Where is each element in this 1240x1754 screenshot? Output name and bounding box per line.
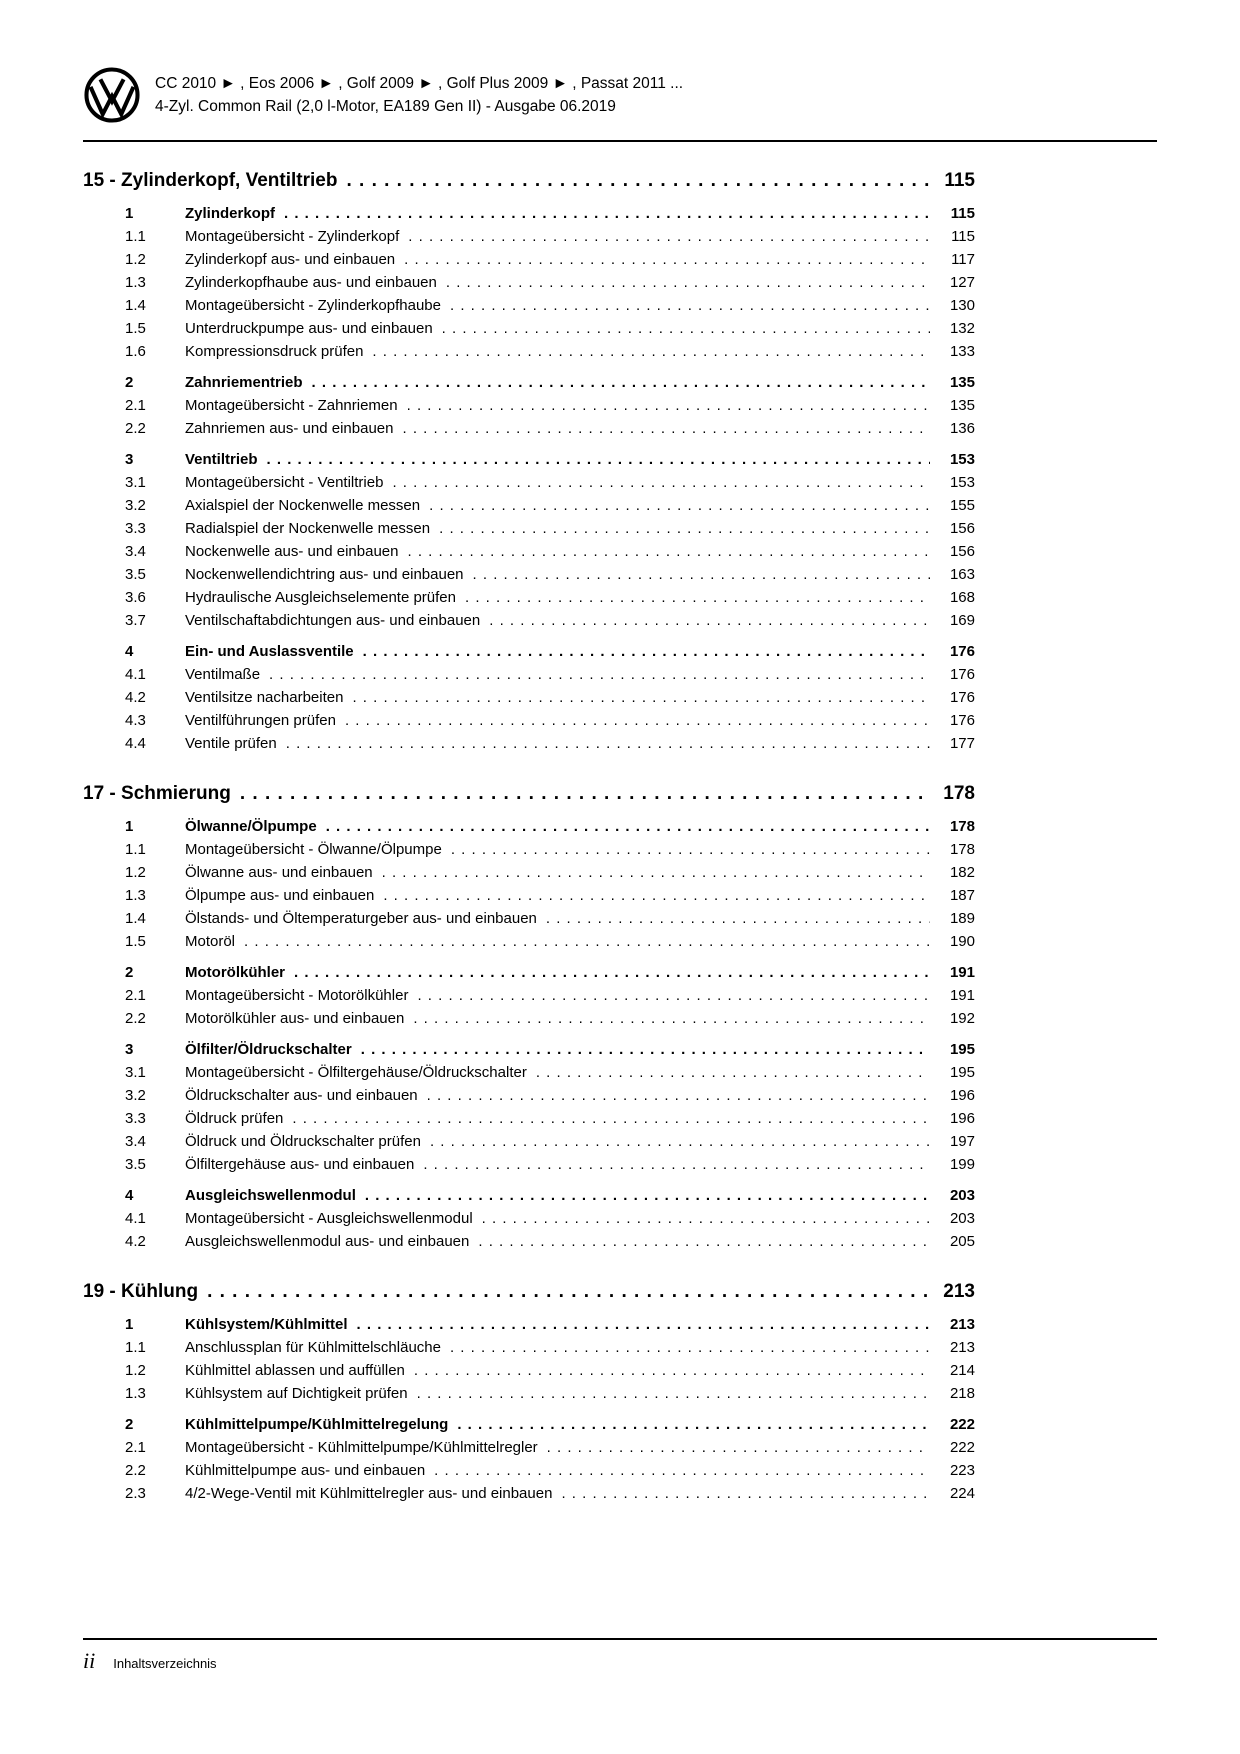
toc-entry-row <box>83 225 975 248</box>
toc-chapter-page: 178 <box>943 783 975 804</box>
toc-chapter-page: 213 <box>943 1281 975 1302</box>
dot-leader <box>207 1279 930 1305</box>
toc-entry-page: 191 <box>949 964 975 981</box>
dot-leader <box>446 271 930 294</box>
dot-leader <box>361 1038 930 1061</box>
toc-entry-page: 203 <box>949 1187 975 1204</box>
toc-entry-number: 4.1 <box>125 666 146 683</box>
toc-entry-page: 192 <box>949 1010 975 1027</box>
dot-leader <box>312 371 930 394</box>
toc-entry-number: 3.6 <box>125 589 146 606</box>
toc-entry-title: Nockenwellendichtring aus- und einbauen <box>185 566 464 583</box>
toc-entry-number: 3 <box>125 1041 134 1058</box>
toc-entry-number: 1.1 <box>125 1339 146 1356</box>
toc-entry-title: Nockenwelle aus- und einbauen <box>185 543 399 560</box>
toc-entry-page: 176 <box>949 666 975 683</box>
toc-entry-page: 178 <box>949 841 975 858</box>
toc-entry-page: 163 <box>949 566 975 583</box>
dot-leader <box>465 586 930 609</box>
toc-section-row <box>83 371 975 394</box>
toc-entry-page: 115 <box>950 205 975 222</box>
dot-leader <box>267 448 930 471</box>
toc-entry-row <box>83 1130 975 1153</box>
toc-entry-row <box>83 663 975 686</box>
toc-entry-title: Ölpumpe aus- und einbauen <box>185 887 375 904</box>
toc-entry-page: 190 <box>949 933 975 950</box>
toc-entry-page: 177 <box>949 735 975 752</box>
toc-entry-number: 3.5 <box>125 1156 146 1173</box>
dot-leader <box>407 540 930 563</box>
toc-entry-title: Ventilsitze nacharbeiten <box>185 689 344 706</box>
toc-entry-title: Motorölkühler aus- und einbauen <box>185 1010 405 1027</box>
dot-leader <box>363 640 930 663</box>
dot-leader <box>286 732 930 755</box>
toc-entry-row <box>83 586 975 609</box>
dot-leader <box>392 471 930 494</box>
toc-entry-page: 132 <box>949 320 975 337</box>
dot-leader <box>489 609 930 632</box>
toc-entry-title: Ventiltrieb <box>185 451 258 468</box>
toc-entry-title: Motoröl <box>185 933 236 950</box>
toc-entry-title: Anschlussplan für Kühlmittelschläuche <box>185 1339 441 1356</box>
toc-entry-row <box>83 317 975 340</box>
toc-entry-row <box>83 907 975 930</box>
toc-entry-title: Unterdruckpumpe aus- und einbauen <box>185 320 433 337</box>
toc-entry-title: Ventilführungen prüfen <box>185 712 336 729</box>
toc-entry-number: 4.1 <box>125 1210 146 1227</box>
toc-entry-number: 1.5 <box>125 320 146 337</box>
dot-leader <box>417 1382 930 1405</box>
dot-leader <box>429 494 930 517</box>
toc-entry-page: 176 <box>949 643 975 660</box>
toc-entry-row <box>83 1107 975 1130</box>
dot-leader <box>407 394 930 417</box>
toc-entry-number: 2 <box>125 374 134 391</box>
toc-entry-row <box>83 540 975 563</box>
dot-leader <box>346 168 930 194</box>
toc-entry-number: 1 <box>125 818 134 835</box>
toc-entry-page: 196 <box>949 1087 975 1104</box>
toc-entry-title: Kühlmittelpumpe/Kühlmittelregelung <box>185 1416 449 1433</box>
dot-leader <box>536 1061 930 1084</box>
toc-entry-title: Motorölkühler <box>185 964 285 981</box>
toc-entry-page: 223 <box>949 1462 975 1479</box>
toc-entry-number: 4.2 <box>125 689 146 706</box>
toc-entry-title: Ventile prüfen <box>185 735 277 752</box>
toc-entry-number: 1.4 <box>125 297 146 314</box>
toc-section-row <box>83 961 975 984</box>
toc-section-row <box>83 1184 975 1207</box>
toc-entry-page: 224 <box>949 1485 975 1502</box>
toc-entry-page: 213 <box>949 1339 975 1356</box>
dot-leader <box>561 1482 930 1505</box>
toc-entry-row <box>83 494 975 517</box>
toc-entry-row <box>83 1007 975 1030</box>
toc-entry-title: Montageübersicht - Zylinderkopfhaube <box>185 297 441 314</box>
toc-chapter-title: 19 - Kühlung <box>83 1281 199 1302</box>
header-text <box>155 72 683 118</box>
toc-entry-row <box>83 984 975 1007</box>
toc-entry-row <box>83 1230 975 1253</box>
dot-leader <box>427 1084 930 1107</box>
toc-section-row <box>83 1313 975 1336</box>
toc-entry-title: Montageübersicht - Zahnriemen <box>185 397 398 414</box>
toc-entry-page: 195 <box>949 1041 975 1058</box>
toc-entry-title: Ausgleichswellenmodul <box>185 1187 356 1204</box>
toc-entry-title: Kompressionsdruck prüfen <box>185 343 364 360</box>
toc-entry-number: 3.4 <box>125 543 146 560</box>
toc-entry-row <box>83 1459 975 1482</box>
toc-entry-row <box>83 1382 975 1405</box>
dot-leader <box>450 294 930 317</box>
toc-entry-title: Zahnriementrieb <box>185 374 303 391</box>
toc-chapter-row <box>83 168 975 194</box>
toc-entry-number: 1.2 <box>125 864 146 881</box>
page-footer <box>83 1648 217 1674</box>
dot-leader <box>450 1336 930 1359</box>
header-divider <box>83 140 1157 142</box>
toc-entry-number: 2.3 <box>125 1485 146 1502</box>
toc-entry-page: 189 <box>949 910 975 927</box>
toc-entry-number: 4.4 <box>125 735 146 752</box>
toc-entry-number: 3.5 <box>125 566 146 583</box>
toc-entry-page: 156 <box>949 520 975 537</box>
dot-leader <box>404 248 930 271</box>
dot-leader <box>451 838 930 861</box>
dot-leader <box>240 781 930 807</box>
table-of-contents <box>83 168 975 1505</box>
toc-entry-row <box>83 609 975 632</box>
toc-entry-number: 3.2 <box>125 497 146 514</box>
toc-entry-number: 1.4 <box>125 910 146 927</box>
footer-page-number: ii <box>83 1648 96 1673</box>
toc-entry-number: 4 <box>125 1187 134 1204</box>
toc-entry-number: 2 <box>125 964 134 981</box>
toc-entry-number: 4 <box>125 643 134 660</box>
dot-leader <box>439 517 930 540</box>
toc-entry-number: 3.2 <box>125 1087 146 1104</box>
toc-entry-title: Ventilschaftabdichtungen aus- und einbauen <box>185 612 481 629</box>
toc-entry-page: 203 <box>949 1210 975 1227</box>
toc-entry-title: Zylinderkopf <box>185 205 276 222</box>
toc-entry-page: 135 <box>949 397 975 414</box>
toc-entry-page: 214 <box>949 1362 975 1379</box>
toc-entry-page: 153 <box>949 451 975 468</box>
toc-entry-row <box>83 394 975 417</box>
toc-entry-number: 1.5 <box>125 933 146 950</box>
dot-leader <box>345 709 930 732</box>
dot-leader <box>417 984 930 1007</box>
toc-entry-row <box>83 563 975 586</box>
toc-entry-number: 1.2 <box>125 1362 146 1379</box>
dot-leader <box>294 961 930 984</box>
dot-leader <box>414 1359 930 1382</box>
toc-chapter-title: 17 - Schmierung <box>83 783 231 804</box>
dot-leader <box>434 1459 930 1482</box>
toc-entry-row <box>83 340 975 363</box>
dot-leader <box>457 1413 930 1436</box>
toc-entry-title: Hydraulische Ausgleichselemente prüfen <box>185 589 456 606</box>
toc-entry-page: 176 <box>949 689 975 706</box>
toc-section-row <box>83 448 975 471</box>
page-header <box>83 66 1157 124</box>
toc-entry-number: 3.3 <box>125 520 146 537</box>
toc-entry-title: Kühlsystem auf Dichtigkeit prüfen <box>185 1385 408 1402</box>
toc-entry-number: 3 <box>125 451 134 468</box>
toc-entry-title: Ölwanne/Ölpumpe <box>185 818 317 835</box>
footer-label: Inhaltsverzeichnis <box>113 1656 217 1671</box>
toc-entry-title: Ölstands- und Öltemperaturgeber aus- und einbauen <box>185 910 537 927</box>
toc-entry-number: 1 <box>125 1316 134 1333</box>
toc-entry-number: 4.3 <box>125 712 146 729</box>
toc-entry-page: 195 <box>949 1064 975 1081</box>
toc-entry-page: 133 <box>949 343 975 360</box>
toc-entry-number: 1 <box>125 205 134 222</box>
dot-leader <box>413 1007 930 1030</box>
toc-entry-number: 2.1 <box>125 397 146 414</box>
toc-entry-row <box>83 838 975 861</box>
dot-leader <box>382 861 930 884</box>
toc-entry-page: 130 <box>949 297 975 314</box>
toc-chapter-row <box>83 1279 975 1305</box>
toc-entry-row <box>83 1061 975 1084</box>
toc-section-row <box>83 1413 975 1436</box>
toc-entry-title: Montageübersicht - Ventiltrieb <box>185 474 384 491</box>
toc-entry-number: 1.3 <box>125 887 146 904</box>
toc-entry-row <box>83 294 975 317</box>
toc-entry-title: Zylinderkopf aus- und einbauen <box>185 251 396 268</box>
toc-entry-page: 199 <box>949 1156 975 1173</box>
dot-leader <box>292 1107 930 1130</box>
toc-entry-page: 135 <box>949 374 975 391</box>
toc-entry-title: Montageübersicht - Ausgleichswellenmodul <box>185 1210 473 1227</box>
toc-entry-page: 205 <box>949 1233 975 1250</box>
dot-leader <box>269 663 930 686</box>
toc-entry-row <box>83 930 975 953</box>
toc-entry-page: 155 <box>949 497 975 514</box>
toc-entry-number: 1.3 <box>125 274 146 291</box>
toc-entry-title: Ölwanne aus- und einbauen <box>185 864 373 881</box>
dot-leader <box>442 317 930 340</box>
toc-entry-row <box>83 686 975 709</box>
dot-leader <box>357 1313 930 1336</box>
toc-entry-number: 2.1 <box>125 987 146 1004</box>
toc-chapter-page: 115 <box>944 170 975 191</box>
toc-entry-row <box>83 1336 975 1359</box>
dot-leader <box>365 1184 930 1207</box>
toc-entry-title: Ein- und Auslassventile <box>185 643 354 660</box>
toc-entry-title: Öldruck und Öldruckschalter prüfen <box>185 1133 421 1150</box>
toc-entry-title: Zahnriemen aus- und einbauen <box>185 420 394 437</box>
toc-entry-row <box>83 1359 975 1382</box>
toc-entry-title: Kühlmittelpumpe aus- und einbauen <box>185 1462 426 1479</box>
dot-leader <box>423 1153 930 1176</box>
header-subtitle-line: 4-Zyl. Common Rail (2,0 l-Motor, EA189 Gen II) - Ausgabe 06.2019 <box>155 98 616 115</box>
toc-entry-page: 196 <box>949 1110 975 1127</box>
toc-entry-number: 1.6 <box>125 343 146 360</box>
dot-leader <box>478 1230 930 1253</box>
toc-entry-page: 218 <box>949 1385 975 1402</box>
toc-entry-number: 2.2 <box>125 1462 146 1479</box>
toc-entry-number: 1.3 <box>125 1385 146 1402</box>
toc-entry-row <box>83 1482 975 1505</box>
toc-entry-page: 178 <box>949 818 975 835</box>
toc-entry-page: 156 <box>949 543 975 560</box>
toc-entry-page: 197 <box>949 1133 975 1150</box>
toc-entry-row <box>83 471 975 494</box>
toc-entry-title: Öldruck prüfen <box>185 1110 284 1127</box>
toc-entry-title: Ventilmaße <box>185 666 261 683</box>
toc-entry-page: 115 <box>951 228 975 245</box>
toc-entry-page: 153 <box>949 474 975 491</box>
vw-logo <box>83 66 141 124</box>
toc-entry-number: 3.7 <box>125 612 146 629</box>
toc-entry-number: 1.1 <box>125 228 146 245</box>
toc-entry-title: Montageübersicht - Motorölkühler <box>185 987 409 1004</box>
toc-entry-page: 222 <box>949 1416 975 1433</box>
dot-leader <box>408 225 930 248</box>
toc-chapter-row <box>83 781 975 807</box>
toc-entry-title: Montageübersicht - Kühlmittelpumpe/Kühlmittelregler <box>185 1439 538 1456</box>
footer-divider <box>83 1638 1157 1640</box>
toc-entry-number: 4.2 <box>125 1233 146 1250</box>
toc-entry-page: 187 <box>949 887 975 904</box>
toc-section-row <box>83 815 975 838</box>
toc-entry-page: 176 <box>949 712 975 729</box>
toc-entry-page: 169 <box>949 612 975 629</box>
toc-entry-number: 1.1 <box>125 841 146 858</box>
dot-leader <box>352 686 930 709</box>
dot-leader <box>473 563 930 586</box>
toc-entry-row <box>83 1153 975 1176</box>
toc-entry-row <box>83 861 975 884</box>
toc-entry-title: Radialspiel der Nockenwelle messen <box>185 520 431 537</box>
toc-entry-title: Ausgleichswellenmodul aus- und einbauen <box>185 1233 470 1250</box>
toc-entry-title: Axialspiel der Nockenwelle messen <box>185 497 421 514</box>
dot-leader <box>546 907 930 930</box>
toc-entry-row <box>83 709 975 732</box>
toc-entry-title: Ölfiltergehäuse aus- und einbauen <box>185 1156 415 1173</box>
toc-entry-page: 168 <box>949 589 975 606</box>
toc-entry-page: 127 <box>949 274 975 291</box>
toc-entry-row <box>83 732 975 755</box>
toc-entry-number: 2.2 <box>125 1010 146 1027</box>
toc-entry-row <box>83 1436 975 1459</box>
dot-leader <box>284 202 930 225</box>
toc-entry-number: 2.1 <box>125 1439 146 1456</box>
toc-entry-title: Montageübersicht - Ölwanne/Ölpumpe <box>185 841 442 858</box>
dot-leader <box>383 884 930 907</box>
toc-entry-page: 213 <box>949 1316 975 1333</box>
toc-entry-row <box>83 271 975 294</box>
toc-entry-number: 3.1 <box>125 474 146 491</box>
toc-entry-number: 3.4 <box>125 1133 146 1150</box>
toc-entry-title: Montageübersicht - Ölfiltergehäuse/Öldruckschalter <box>185 1064 527 1081</box>
toc-entry-title: 4/2-Wege-Ventil mit Kühlmittelregler aus- und einbauen <box>185 1485 553 1502</box>
toc-section-row <box>83 640 975 663</box>
toc-section-row <box>83 1038 975 1061</box>
toc-section-row <box>83 202 975 225</box>
dot-leader <box>430 1130 930 1153</box>
toc-entry-number: 2 <box>125 1416 134 1433</box>
toc-entry-title: Kühlmittel ablassen und auffüllen <box>185 1362 405 1379</box>
toc-entry-row <box>83 417 975 440</box>
dot-leader <box>244 930 930 953</box>
toc-entry-row <box>83 1084 975 1107</box>
toc-entry-number: 3.3 <box>125 1110 146 1127</box>
toc-entry-page: 222 <box>949 1439 975 1456</box>
toc-entry-row <box>83 248 975 271</box>
toc-entry-row <box>83 884 975 907</box>
header-models-line: CC 2010 ► , Eos 2006 ► , Golf 2009 ► , Golf Plus 2009 ► , Passat 2011 ... <box>155 75 684 92</box>
toc-entry-title: Montageübersicht - Zylinderkopf <box>185 228 400 245</box>
toc-entry-page: 136 <box>949 420 975 437</box>
toc-entry-row <box>83 1207 975 1230</box>
toc-chapter-title: 15 - Zylinderkopf, Ventiltrieb <box>83 170 338 191</box>
dot-leader <box>326 815 930 838</box>
dot-leader <box>372 340 930 363</box>
toc-entry-title: Zylinderkopfhaube aus- und einbauen <box>185 274 437 291</box>
toc-entry-row <box>83 517 975 540</box>
toc-entry-number: 1.2 <box>125 251 146 268</box>
toc-entry-page: 191 <box>949 987 975 1004</box>
dot-leader <box>547 1436 930 1459</box>
toc-entry-page: 182 <box>949 864 975 881</box>
toc-entry-number: 2.2 <box>125 420 146 437</box>
toc-entry-page: 117 <box>951 251 975 268</box>
toc-entry-title: Öldruckschalter aus- und einbauen <box>185 1087 418 1104</box>
toc-entry-title: Ölfilter/Öldruckschalter <box>185 1041 352 1058</box>
toc-entry-number: 3.1 <box>125 1064 146 1081</box>
toc-entry-title: Kühlsystem/Kühlmittel <box>185 1316 348 1333</box>
dot-leader <box>402 417 930 440</box>
dot-leader <box>482 1207 930 1230</box>
